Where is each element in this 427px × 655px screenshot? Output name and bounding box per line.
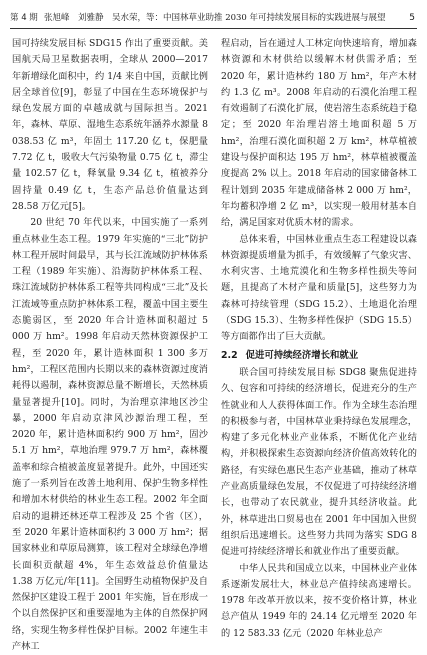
left-column (12, 36, 208, 655)
paragraph: 程启动，旨在通过人工林定向快速培育，增加森林资源和木材供给以缓解木材供需矛盾；至 2020 年，累计造林约 180 万 hm²，年产木材约 1.3 亿 m³。2008 年启动的石漠化治理工程有效遏制了石漠化扩展，使岩溶生态系统趋于稳定；至 2020 年治理岩溶土地面积超 5 万 hm²，治理石漠化面积超 2 万 km²，林草植被建设与保护面积达 195 万 hm²，林草植被覆盖度提高 2% 以上。2018 年启动的国家储备林工程计划到 2035 年建成储备林 2 000 万 hm²，年均蓄积净增 2 亿 m³，以实现一般用材基本自给，满足国家对优质木材的需求。 (221, 38, 417, 229)
section-title: 促进可持续经济增长和就业 (245, 349, 359, 361)
paragraph: 20 世纪 70 年代以来，中国实施了一系列重点林业生态工程。1979 年实施的“三北”防护林工程开展时间最早，其与长江流域防护林体系工程（1989 年实施）、沿海防护林体系工程、珠江流域防护林体系工程等共同构成“三北”及长江流域等重点防护林体系工程，覆盖中国主要生态脆弱区，至 2020 年合计造林面积超过 5 000 万 hm²。1998 年启动天然林资源保护工程，至 2020 年，累计造林面积 1 300 多万 hm²，工程区范围内长期以来的森林资源过度消耗得以遏制，森林资源总量不断增长，天然林质量显著提升[10]。同时，为治理京津地区沙尘暴，2000 年启动京津风沙源治理工程，至 2020 年，累计造林面积约 900 万 hm²，固沙 5.1 万 hm²，草地治理 979.7 万 hm²，森林覆盖率和综合植被盖度显著提升。此外，中国还实施了一系列旨在改善土地利用、保护生物多样性和增加木材供给的林业生态工程。2002 年全面启动的退耕还林还草工程涉及 25 个省（区），至 2020 年累计造林面积约 3 000 万 hm²；据国家林业和草原局测算，该工程对全球绿色净增长面积贡献超 4%，年生态效益总价值量达 1.38 万亿元/年[11]。全国野生动植物保护及自然保护区建设工程于 2001 年实施，旨在形成一个以自然保护区和重要湿地为主体的自然保护网络，实现生物多样性保护目标。2002 年速生丰产林工 (12, 217, 208, 652)
right-column (221, 36, 417, 642)
header-rule (10, 28, 417, 29)
paragraph: 总体来看，中国林业重点生态工程建设以森林资源提质增量为抓手，有效缓解了气象灾害、水利灾害、土地荒漠化和生物多样性损失等问题，且提高了木材产量和质量[5]，这些努力为森林可持续管理（SDG 15.2）、土地退化治理（SDG 15.3）、生物多样性保护（SDG 15.5）等方面都作出了巨大贡献。 (221, 233, 417, 343)
running-title: 张旭峰 刘雅静 吴水荣，等：中国林草业助推 2030 年可持续发展目标的实践进展与展望 (44, 13, 386, 23)
paragraph: 联合国可持续发展目标 SDG8 聚焦促进持久、包容和可持续的经济增长，促进充分的生产性就业和人人获得体面工作。作为全球生态治理的积极参与者，中国林草业秉持绿色发展理念，构建了多元化林业产业体系，不断优化产业结构，并积极探索生态资源向经济价值高效转化的路径，有实绿色惠民生态产业基础，推动了林草产业高质量绿色发展，不仅促进了可持续经济增长，也带动了农民就业，提升其经济收益。此外，林草进出口贸易也在 2001 年中国加入世贸组织后迅速增长。这些努力共同为落实 SDG 8 促进可持续经济增长和就业作出了重要贡献。 (221, 366, 417, 558)
section-heading (221, 348, 417, 364)
paragraph: 中华人民共和国成立以来，中国林业产业体系逐渐发展壮大，林业总产值持续高速增长。1978 年改革开放以来，按不变价格计算，林业总产值从 1949 年的 24.14 亿元增至 2020 年的 12 583.33 亿元（2020 年林业总产 (221, 562, 417, 639)
paragraph: 国可持续发展目标 SDG15 作出了重要贡献。美国航天局卫星数据表明，全球从 2000—2017 年新增绿化面积中，约 1/4 来自中国，贡献比例居全球首位[9]，彰显了中国在生态环境保护与绿色发展方面的卓越成就与国际担当。2021 年，森林、草原、湿地生态系统年涵养水源量 8 038.53 亿 m³，年固土 117.20 亿 t，保肥量 7.72 亿 t，吸收大气污染物量 0.75 亿 t，滞尘量 102.57 亿 t，释氧量 9.34 亿 t，植被养分固持量 0.49 亿 t，生态产品总价值量达到 28.58 万亿元[5]。 (12, 38, 208, 212)
page-number: 5 (409, 13, 415, 23)
issue-number: 第 4 期 (10, 13, 38, 23)
running-header (10, 10, 417, 26)
section-number: 2.2 (221, 349, 238, 361)
